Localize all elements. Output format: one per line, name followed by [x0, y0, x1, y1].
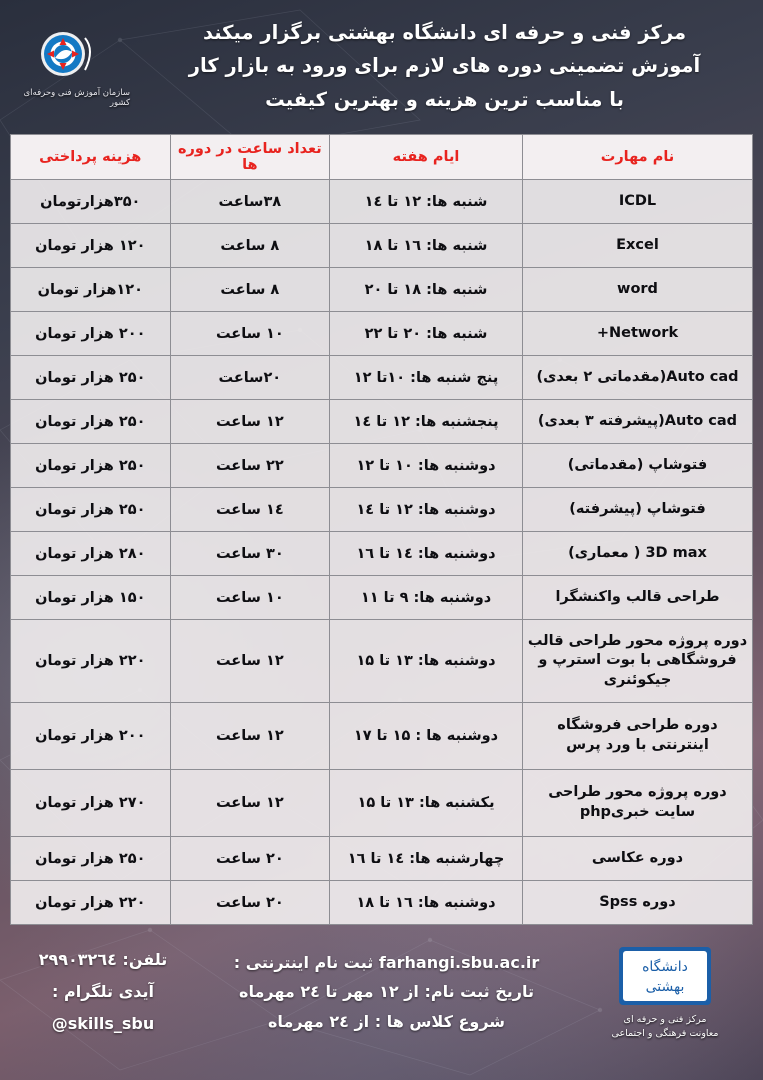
- cell-skill: دوره Spss: [522, 881, 752, 925]
- cell-days: چهارشنبه ها: ۱٤ تا ۱٦: [330, 837, 523, 881]
- table-row: [11, 444, 753, 488]
- cell-hours: ۳۰ ساعت: [170, 532, 330, 576]
- telegram-label: آیدی تلگرام :: [52, 982, 154, 1001]
- cell-hours: ۸ ساعت: [170, 268, 330, 312]
- cell-days: دوشنبه ها: ۹ تا ۱۱: [330, 576, 523, 620]
- cell-days: پنجشنبه ها: ۱۲ تا ۱٤: [330, 400, 523, 444]
- table-row: [11, 770, 753, 837]
- cell-skill: دوره طراحی فروشگاه اینترنتی با ورد پرس: [522, 703, 752, 770]
- table-row: [11, 488, 753, 532]
- registration-url[interactable]: farhangi.sbu.ac.ir: [378, 952, 540, 972]
- cell-cost: ۲۵۰ هزار تومان: [11, 837, 171, 881]
- table-row: [11, 576, 753, 620]
- cell-hours: ۲۰ ساعت: [170, 837, 330, 881]
- cell-days: شنبه ها: ۱۸ تا ۲۰: [330, 268, 523, 312]
- table-row: [11, 881, 753, 925]
- cell-hours: ۱٤ ساعت: [170, 488, 330, 532]
- cell-cost: ۱۲۰هزار تومان: [11, 268, 171, 312]
- phone-row: [10, 944, 196, 976]
- telegram-value[interactable]: @skills_sbu: [51, 1014, 155, 1033]
- table-row: [11, 837, 753, 881]
- cell-days: شنبه ها: ۱٦ تا ۱۸: [330, 224, 523, 268]
- column-header-cost: هزینه پرداختی: [11, 135, 171, 180]
- registration-url-label: ثبت نام اینترنتی :: [233, 952, 374, 972]
- organization-logo: [10, 24, 130, 108]
- table-row: [11, 400, 753, 444]
- poster-header: [0, 0, 763, 128]
- cell-skill: Excel: [522, 224, 752, 268]
- cell-hours: ۱۰ ساعت: [170, 312, 330, 356]
- registration-dates: تاریخ ثبت نام: از ۱۲ مهر تا ۲٤ مهرماه: [239, 982, 534, 1002]
- university-caption-line-1: مرکز فنی و حرفه ای: [623, 1014, 707, 1026]
- poster-footer: [0, 925, 763, 1053]
- shahid-beheshti-university-logo-icon: [613, 943, 717, 1009]
- cell-cost: ۲۵۰ هزار تومان: [11, 356, 171, 400]
- column-header-days: ایام هفته: [330, 135, 523, 180]
- courses-table: [10, 134, 753, 925]
- cell-hours: ۲۰ساعت: [170, 356, 330, 400]
- header-line-1: مرکز فنی و حرفه ای دانشگاه بهشتی برگزار میکند: [202, 20, 687, 44]
- cell-hours: ۱۲ ساعت: [170, 703, 330, 770]
- cell-cost: ۱۲۰ هزار تومان: [11, 224, 171, 268]
- gear-logo-icon: [33, 24, 107, 86]
- registration-info: [196, 948, 577, 1037]
- cell-skill: 3D max ( معماری): [522, 532, 752, 576]
- cell-days: دوشنبه ها: ۱۰ تا ۱۲: [330, 444, 523, 488]
- cell-hours: ۸ ساعت: [170, 224, 330, 268]
- header-line-2: آموزش تضمینی دوره های لازم برای ورود به بازار کار: [188, 54, 701, 78]
- telegram-row: [10, 976, 196, 1040]
- cell-days: دوشنبه ها: ۱٤ تا ۱٦: [330, 532, 523, 576]
- contact-info: [10, 944, 196, 1040]
- class-start-date: شروع کلاس ها : از ۲٤ مهرماه: [267, 1011, 506, 1031]
- header-line-3: با مناسب ترین هزینه و بهترین کیفیت: [265, 87, 624, 111]
- cell-cost: ۲۵۰ هزار تومان: [11, 444, 171, 488]
- cell-days: دوشنبه ها: ۱۳ تا ۱۵: [330, 620, 523, 703]
- table-row: [11, 356, 753, 400]
- cell-skill: word: [522, 268, 752, 312]
- cell-cost: ۲۵۰ هزار تومان: [11, 488, 171, 532]
- cell-hours: ۱۰ ساعت: [170, 576, 330, 620]
- cell-skill: Network+: [522, 312, 752, 356]
- cell-cost: ۲۵۰ هزار تومان: [11, 400, 171, 444]
- university-caption: [612, 1013, 719, 1041]
- cell-days: دوشنبه ها: ۱۲ تا ۱٤: [330, 488, 523, 532]
- phone-label: تلفن:: [122, 950, 168, 969]
- svg-text:دانشگاه: دانشگاه: [642, 959, 688, 976]
- cell-days: دوشنبه ها: ۱٦ تا ۱۸: [330, 881, 523, 925]
- cell-cost: ۲۸۰ هزار تومان: [11, 532, 171, 576]
- cell-days: شنبه ها: ۱۲ تا ۱٤: [330, 180, 523, 224]
- cell-skill: طراحی قالب واکنشگرا: [522, 576, 752, 620]
- column-header-hours: تعداد ساعت در دوره ها: [170, 135, 330, 180]
- cell-hours: ۲۰ ساعت: [170, 881, 330, 925]
- cell-cost: ۲۲۰ هزار تومان: [11, 620, 171, 703]
- header-title-block: [130, 16, 753, 117]
- table-row: [11, 268, 753, 312]
- table-row: [11, 703, 753, 770]
- cell-skill: Auto cad(مقدماتی ۲ بعدی): [522, 356, 752, 400]
- registration-url-row: [196, 948, 577, 978]
- cell-cost: ۲۲۰ هزار تومان: [11, 881, 171, 925]
- cell-skill: دوره پروژه محور طراحی قالب فروشگاهی با بوت استرپ و جیکوئنری: [522, 620, 752, 703]
- cell-cost: ۲۰۰ هزار تومان: [11, 312, 171, 356]
- table-row: [11, 532, 753, 576]
- university-caption-line-2: معاونت فرهنگی و اجتماعی: [611, 1028, 719, 1039]
- cell-hours: ۱۲ ساعت: [170, 400, 330, 444]
- cell-cost: ۱۵۰ هزار تومان: [11, 576, 171, 620]
- table-row: [11, 224, 753, 268]
- phone-value: ۲۹۹۰۳۲٦٤: [38, 950, 117, 969]
- table-row: [11, 312, 753, 356]
- cell-hours: ۲۲ ساعت: [170, 444, 330, 488]
- cell-days: پنج شنبه ها: ۱۰تا ۱۲: [330, 356, 523, 400]
- cell-hours: ۱۲ ساعت: [170, 620, 330, 703]
- cell-skill: Auto cad(پیشرفته ۳ بعدی): [522, 400, 752, 444]
- cell-skill: ICDL: [522, 180, 752, 224]
- column-header-skill: نام مهارت: [522, 135, 752, 180]
- table-header-row: [11, 135, 753, 180]
- table-row: [11, 620, 753, 703]
- cell-cost: ۲۷۰ هزار تومان: [11, 770, 171, 837]
- cell-days: دوشنبه ها : ۱۵ تا ۱۷: [330, 703, 523, 770]
- cell-hours: ۱۲ ساعت: [170, 770, 330, 837]
- cell-days: یکشنبه ها: ۱۳ تا ۱۵: [330, 770, 523, 837]
- cell-skill: فتوشاپ (پیشرفته): [522, 488, 752, 532]
- table-row: [11, 180, 753, 224]
- cell-cost: ۲۰۰ هزار تومان: [11, 703, 171, 770]
- university-logo-block: [577, 943, 753, 1041]
- cell-skill: دوره پروژه محور طراحی سایت خبریphp: [522, 770, 752, 837]
- cell-hours: ۳۸ساعت: [170, 180, 330, 224]
- organization-logo-caption: سازمان آموزش فنی وحرفه‌ای کشور: [23, 88, 130, 108]
- cell-days: شنبه ها: ۲۰ تا ۲۲: [330, 312, 523, 356]
- cell-skill: دوره عکاسی: [522, 837, 752, 881]
- cell-skill: فتوشاپ (مقدماتی): [522, 444, 752, 488]
- svg-text:بهشتی: بهشتی: [645, 979, 685, 996]
- cell-cost: ۳۵۰هزارتومان: [11, 180, 171, 224]
